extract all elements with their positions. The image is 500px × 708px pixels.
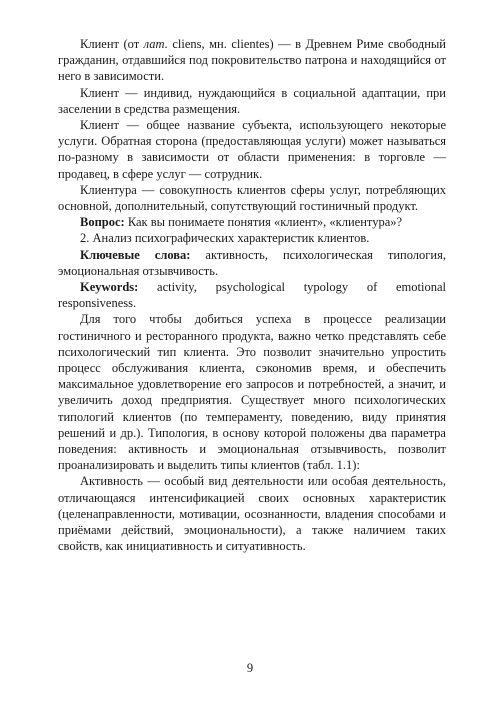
paragraph-client-origin — [58, 36, 446, 85]
keywords-ru-text: активность, психологическая типология, эмоциональная отзывчивость. — [58, 247, 446, 278]
latin-abbreviation: лат. — [143, 37, 168, 51]
text-run: Клиент (от — [80, 37, 144, 51]
question-text: Как вы понимаете понятия «клиент», «клиентура»? — [124, 215, 403, 230]
question-label: Вопрос: — [80, 215, 125, 230]
section-heading: 2. Анализ психографических характеристик клиентов. — [80, 231, 370, 246]
keywords-en-paragraph — [58, 279, 446, 311]
paragraph-activity: Активность — особый вид деятельности или особая деятельность, отличающаяся интенсификацией своих основных характеристик (целенаправленности, мотивации, осознанности, владения способами и приёмами действий, эмоциональности), а также наличием таких свойств, как инициативность и ситуативность. — [58, 474, 446, 554]
keywords-en-label: Keywords: — [80, 280, 139, 295]
keywords-ru-label: Ключевые слова: — [80, 247, 191, 262]
keywords-ru-paragraph — [58, 247, 446, 279]
paragraph-success: Для того чтобы добиться успеха в процессе реализации гостиничного и ресторанного продукта, важно четко представлять себе психологический тип клиента. Это позволит значительно упростить процесс обслуживания клиента, сэкономив время, и обеспечить максимальное удовлетворение его запросов и потребностей, а значит, и увеличить доход предприятия. Существует много психологических типологий клиентов (по темпераменту, поведению, виду принятия решений и др.). Типология, в основу которой положены два параметра поведения: активность и эмоциональная отзывчивость, позволит проанализировать и выделить типы клиентов (табл. 1.1): — [58, 312, 446, 473]
paragraph-clientele: Клиентура — совокупность клиентов сферы услуг, потребляющих основной, дополнительный, сопутствующий гостиничный продукт. — [58, 182, 446, 214]
question-paragraph — [58, 214, 446, 230]
page-body — [58, 36, 446, 555]
paragraph-client-adaptation: Клиент — индивид, нуждающийся в социальной адаптации, при заселении в средства размещения. — [58, 85, 446, 116]
keywords-en-text: activity, psychological typology of emotional responsiveness. — [58, 280, 446, 311]
paragraph-client-general: Клиент — общее название субъекта, использующего некоторые услуги. Обратная сторона (предоставляющая услуги) может называться по-разному в зависимости от области применения: в торговле — продавец, в сфере услуг — сотрудник. — [58, 118, 446, 181]
text-run: cliens, мн. clientes) — в Древнем Риме свободный гражданин, отдавшийся под покровительство патрона и находящийся от него в зависимости. — [58, 37, 446, 84]
page-number: 9 — [246, 661, 254, 675]
